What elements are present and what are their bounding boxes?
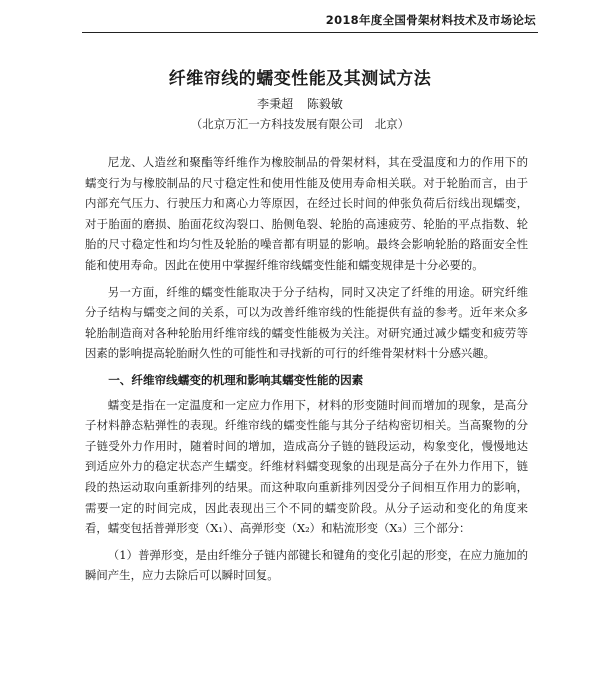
header-divider — [82, 32, 538, 33]
running-header: 2018年度全国骨架材料技术及市场论坛 — [325, 13, 536, 27]
article-affiliation: （北京万汇一方科技发展有限公司 北京） — [190, 117, 410, 131]
article-authors: 李秉超 陈毅敏 — [257, 97, 343, 111]
article-body — [85, 152, 528, 592]
body-paragraph-2: 另一方面，纤维的蠕变性能取决于分子结构，同时又决定了纤维的用途。研究纤维分子结构与蠕变之间的关系，可以为改善纤维帘线的性能提供有益的参考。近年来众多轮胎制造商对各种轮胎用纤维帘线的蠕变性能极为关注。对研究通过减少蠕变和疲劳等因素的影响提高轮胎耐久性的可能性和寻找新的可行的纤维骨架材料十分感兴趣。 — [85, 284, 528, 361]
list-item-1: （1）普弹形变，是由纤维分子链内部键长和键角的变化引起的形变，在应力施加的瞬间产生，应力去除后可以瞬时回复。 — [85, 547, 528, 583]
body-paragraph-1: 尼龙、人造丝和聚酯等纤维作为橡胶制品的骨架材料，其在受温度和力的作用下的蠕变行为与橡胶制品的尺寸稳定性和使用性能及使用寿命相关联。对于轮胎而言，由于内部充气压力、行驶压力和离心力等原因，在经过长时间的伸张负荷后衍线出现蠕变，对于胎面的磨损、胎面花纹沟裂口、胎侧龟裂、轮胎的高速疲劳、轮胎的平点指数、轮胎的尺寸稳定性和均匀性及轮胎的噪音都有明显的影响。最终会影响轮胎的路面安全性能和使用寿命。因此在使用中掌握纤维帘线蠕变性能和蠕变规律是十分必要的。 — [85, 155, 528, 272]
article-title: 纤维帘线的蠕变性能及其测试方法 — [168, 69, 432, 89]
section-heading-1: 一、纤维帘线蠕变的机理和影响其蠕变性能的因素 — [108, 372, 364, 387]
body-paragraph-3: 蠕变是指在一定温度和一定应力作用下，材料的形变随时间而增加的现象，是高分子材料静态粘弹性的表现。纤维帘线的蠕变性能与其分子结构密切相关。当高聚物的分子链受外力作用时，随着时间的增加，造成高分子链的链段运动，构象变化，慢慢地达到适应外力的稳定状态产生蠕变。纤维材料蠕变现象的出现是高分子在外力作用下，链段的热运动取向重新排列的结果。而这种取向重新排列因受分子间相互作用力的影响，需要一定的时间完成，因此表现出三个不同的蠕变阶段。从分子运动和变化的角度来看，蠕变包括普弹形变（X₁）、高弹形变（X₂）和粘流形变（X₃）三个部分： — [85, 397, 528, 536]
